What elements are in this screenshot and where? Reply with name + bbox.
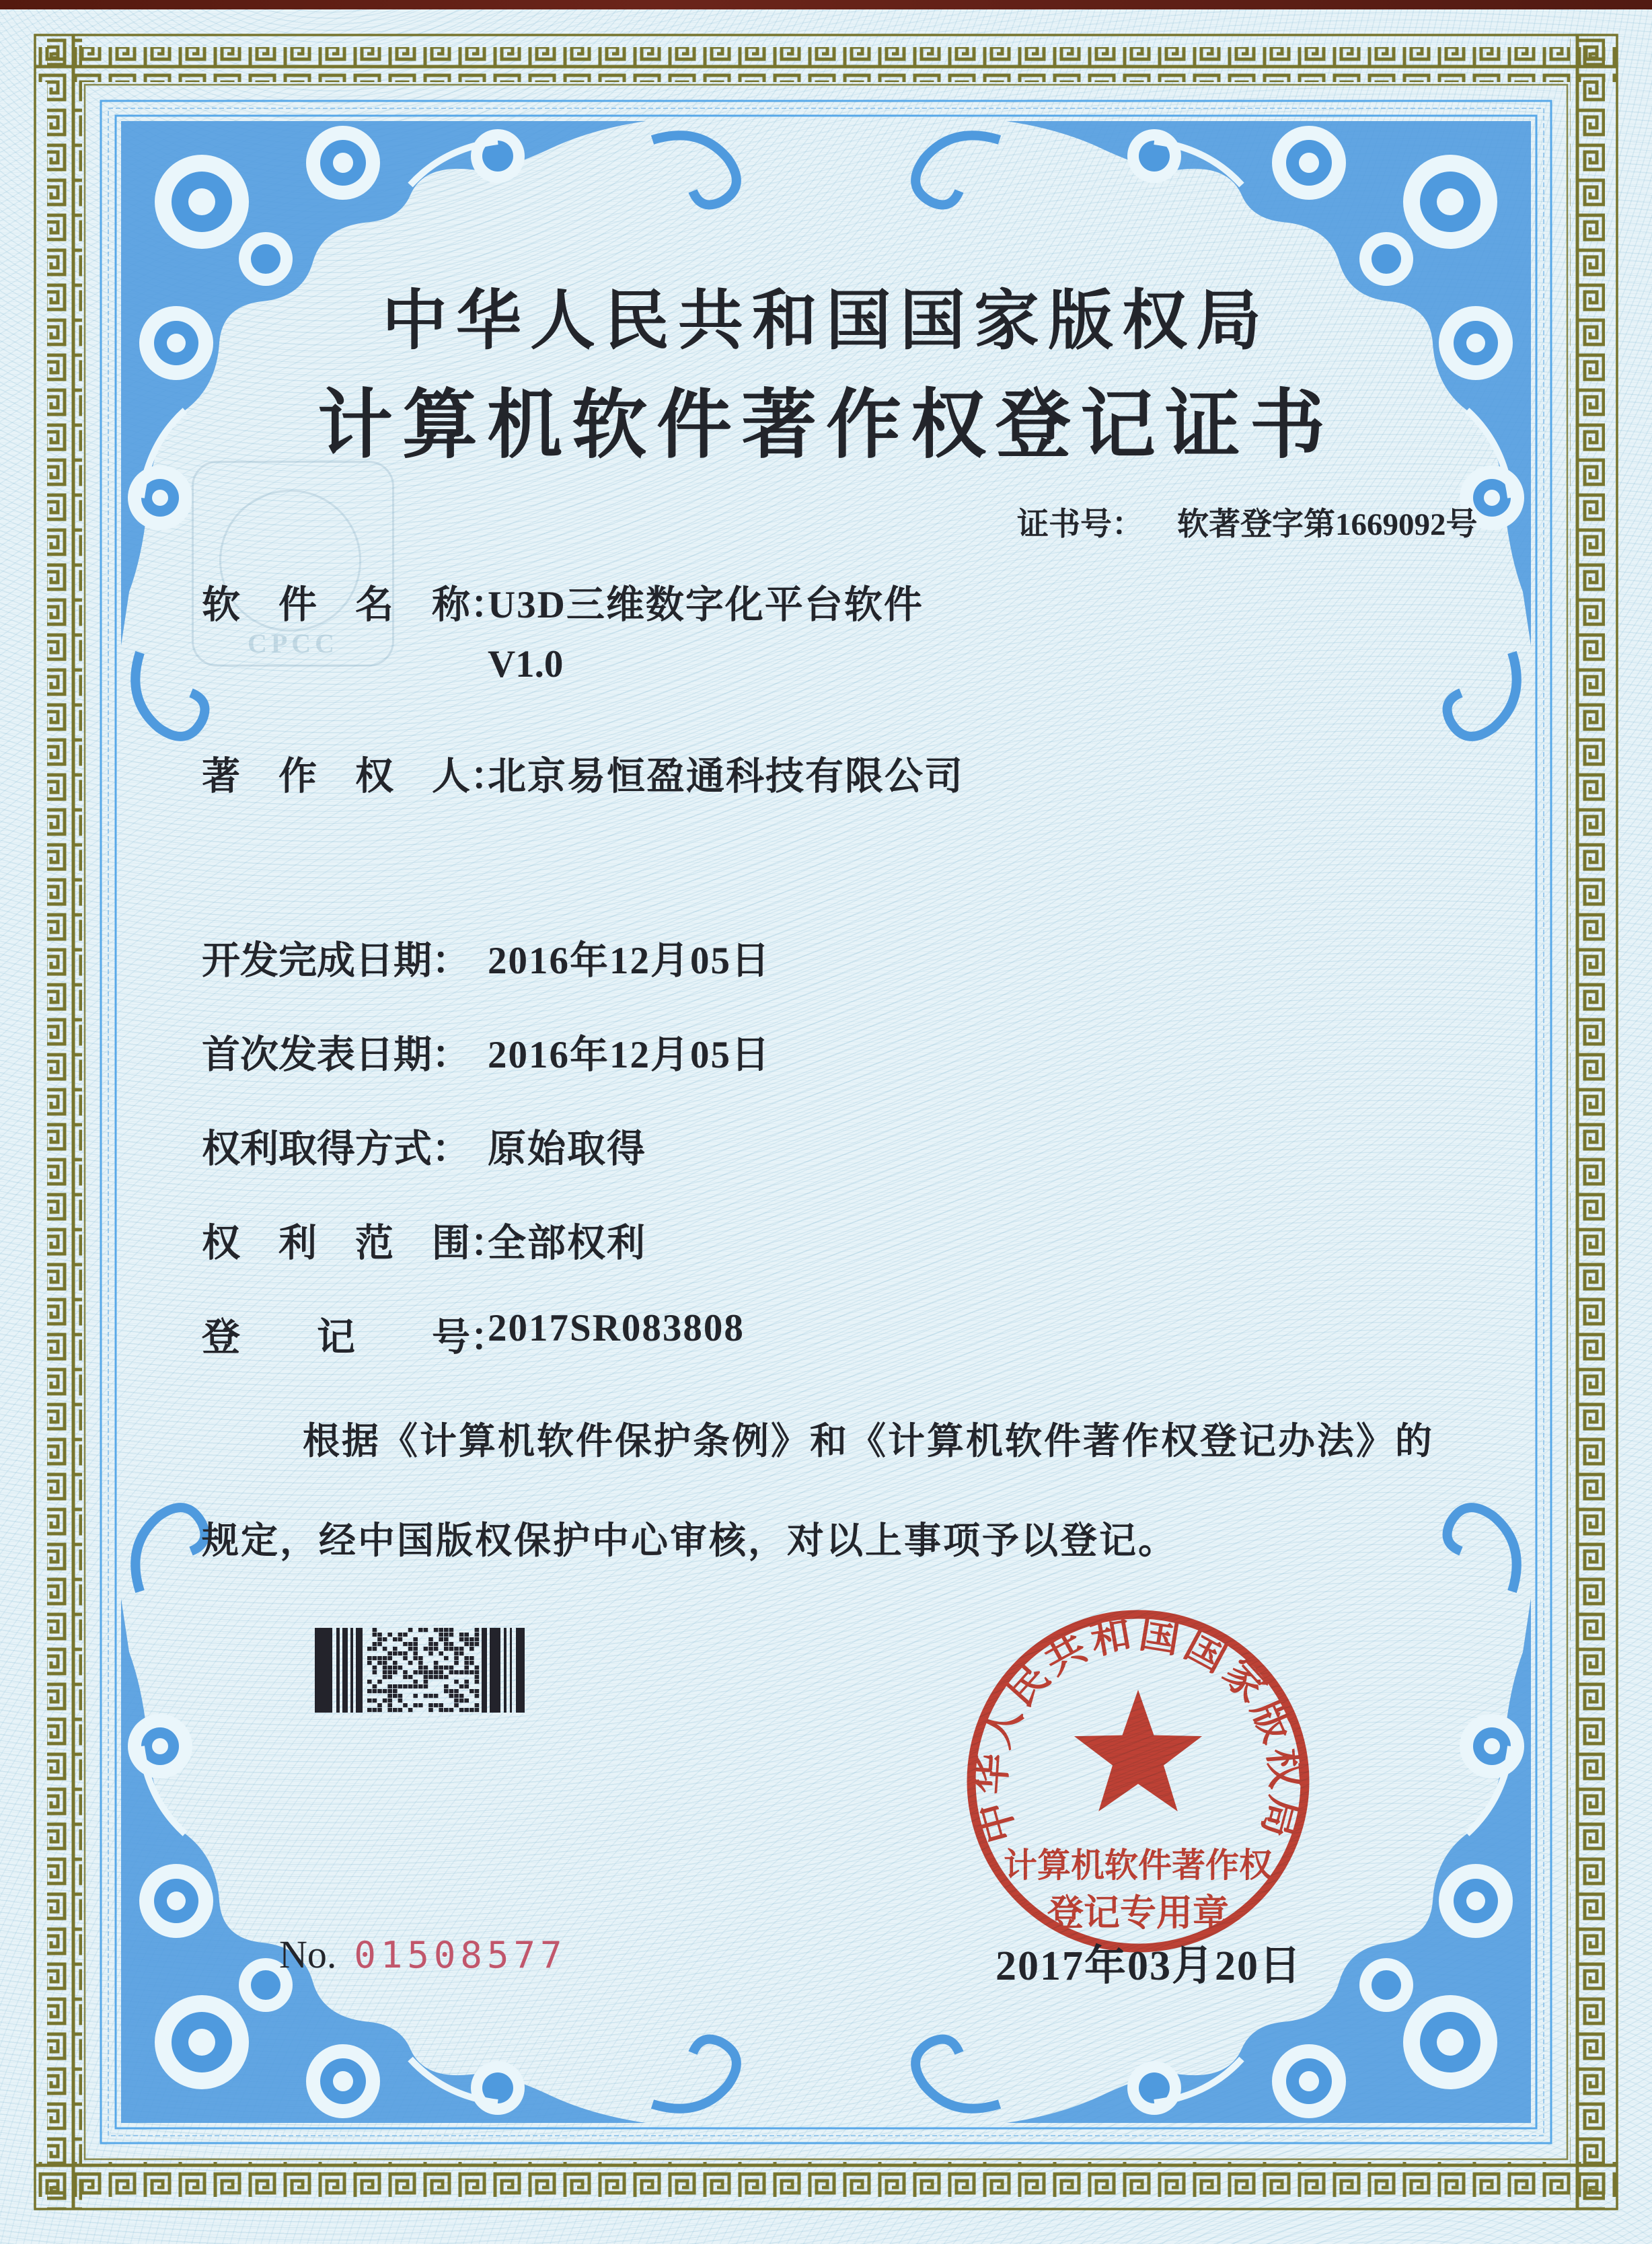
serial-number-line bbox=[279, 1932, 566, 1977]
field-value: 2016年12月05日 bbox=[488, 940, 771, 982]
authority-title: 中华人民共和国国家版权局 bbox=[382, 285, 1270, 357]
software-version: V1.0 bbox=[488, 643, 564, 685]
field-label: 软 件 名 称： bbox=[202, 584, 509, 626]
field-value: 全部权利 bbox=[488, 1222, 646, 1265]
field-label: 登 记 号： bbox=[202, 1316, 509, 1359]
field-label: 开发完成日期： bbox=[202, 940, 470, 982]
seal-date: 2017年03月20日 bbox=[995, 1943, 1302, 1989]
star-icon bbox=[1074, 1690, 1202, 1811]
certificate-number-value: 软著登字第1669092号 bbox=[1177, 507, 1478, 542]
field-value: 北京易恒盈通科技有限公司 bbox=[488, 755, 964, 798]
field-label: 首次发表日期： bbox=[202, 1034, 470, 1076]
field-label: 权利取得方式： bbox=[202, 1128, 470, 1170]
seal-line1: 计算机软件著作权 bbox=[1004, 1846, 1273, 1884]
field-value: 2016年12月05日 bbox=[488, 1034, 771, 1076]
serial-number: 01508577 bbox=[354, 1934, 567, 1976]
field-value: 2017SR083808 bbox=[488, 1307, 745, 1349]
body-paragraph-line2: 规定，经中国版权保护中心审核，对以上事项予以登记。 bbox=[202, 1520, 1178, 1561]
seal-ring-text: 中华人民共和国国家版权局 bbox=[968, 1611, 1308, 1848]
field-value: U3D三维数字化平台软件 bbox=[488, 584, 924, 626]
serial-label: No. bbox=[279, 1933, 337, 1976]
field-label: 权 利 范 围： bbox=[202, 1222, 509, 1265]
seal-line2: 登记专用章 bbox=[1047, 1893, 1229, 1933]
field-label: 著 作 权 人： bbox=[202, 755, 509, 798]
certificate-number-label: 证书号： bbox=[1017, 507, 1143, 542]
body-paragraph-line1: 根据《计算机软件保护条例》和《计算机软件著作权登记办法》的 bbox=[303, 1421, 1435, 1462]
field-value: 原始取得 bbox=[488, 1128, 646, 1170]
emboss-watermark-text: CPCC bbox=[247, 628, 339, 659]
certificate-title: 计算机软件著作权登记证书 bbox=[317, 384, 1335, 468]
